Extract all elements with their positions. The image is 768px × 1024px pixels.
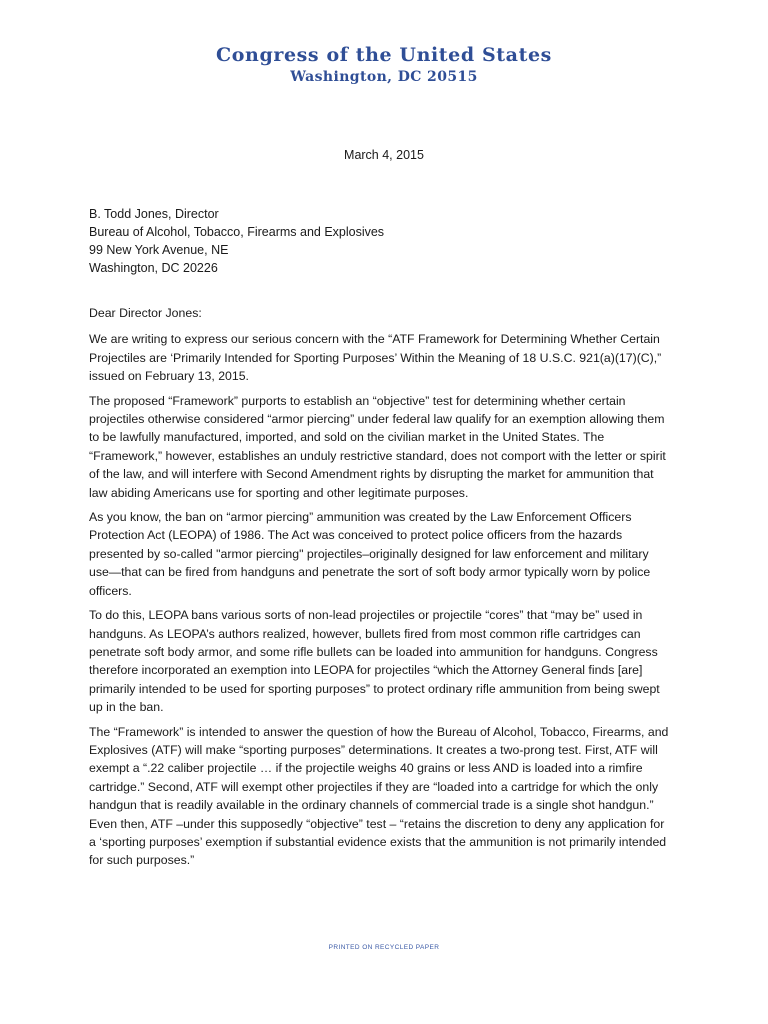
letterhead-title: Congress of the United States (216, 44, 552, 66)
paragraph-leopa-history: As you know, the ban on “armor piercing” ammunition was created by the Law Enforcement Officers Protection Act (LEOPA) of 1986. The Act was conceived to protect police officers from the hazards presented by so-called "armor piercing" projectiles–originally designed for law enforcement and military use—that can be fired from handguns and penetrate the sort of soft body armor typically worn by police officers. (89, 510, 651, 598)
letter-date: March 4, 2015 (344, 148, 424, 162)
recycled-paper-footer: PRINTED ON RECYCLED PAPER (328, 944, 440, 951)
paragraph-framework: The proposed “Framework” purports to establish an “objective” test for determining whether certain projectiles otherwise considered “armor piercing” under federal law qualify for an exemption allowing them to be lawfully manufactured, imported, and sold on the civilian market in the United States. The “Framework,” however, establishes an unduly restrictive standard, does not comport with the letter or spirit of the law, and will interfere with Second Amendment rights by disrupting the market for ammunition that law abiding Americans use for sporting and other legitimate purposes. (89, 393, 666, 500)
salutation: Dear Director Jones: (89, 306, 202, 320)
recipient-address (89, 205, 384, 277)
recipient-street: 99 New York Avenue, NE (89, 243, 229, 257)
letterhead (0, 44, 768, 85)
recipient-agency: Bureau of Alcohol, Tobacco, Firearms and Explosives (89, 225, 385, 239)
recipient-city: Washington, DC 20226 (89, 261, 218, 275)
paragraph-intro: We are writing to express our serious concern with the “ATF Framework for Determining Whether Certain Projectiles are ‘Primarily Intended for Sporting Purposes’ Within the Meaning of 18 U.S.C. 921(a)(17)(C),” issued on February 13, 2015. (89, 332, 662, 384)
letter-body (89, 304, 669, 876)
letterhead-subtitle: Washington, DC 20515 (290, 69, 478, 85)
paragraph-leopa-exemption: To do this, LEOPA bans various sorts of non-lead projectiles or projectile “cores” that “may be” used in handguns. As LEOPA’s authors realized, however, bullets fired from most common rifle cartridges can penetrate soft body armor, and some rifle bullets can be loaded into ammunition for handguns. Congress therefore incorporated an exemption into LEOPA for projectiles “which the Attorney General finds [are] primarily intended to be used for sporting purposes” to protect ordinary rifle ammunition from being swept up in the ban. (89, 608, 660, 715)
paragraph-two-prong-test: The “Framework” is intended to answer the question of how the Bureau of Alcohol, Tobacco, Firearms, and Explosives (ATF) will make “sporting purposes” determinations. It creates a two-prong test. First, ATF will exempt a “.22 caliber projectile … if the projectile weighs 40 grains or less AND is loaded into a rimfire cartridge.” Second, ATF will exempt other projectiles if they are “loaded into a cartridge for which the only handgun that is readily available in the ordinary channels of commercial trade is a single shot handgun.” Even then, ATF –under this supposedly “objective” test – “retains the discretion to deny any application for a ‘sporting purposes’ exemption if substantial evidence exists that the ammunition is not primarily intended for such purposes.” (89, 724, 669, 868)
recipient-name: B. Todd Jones, Director (89, 207, 219, 221)
